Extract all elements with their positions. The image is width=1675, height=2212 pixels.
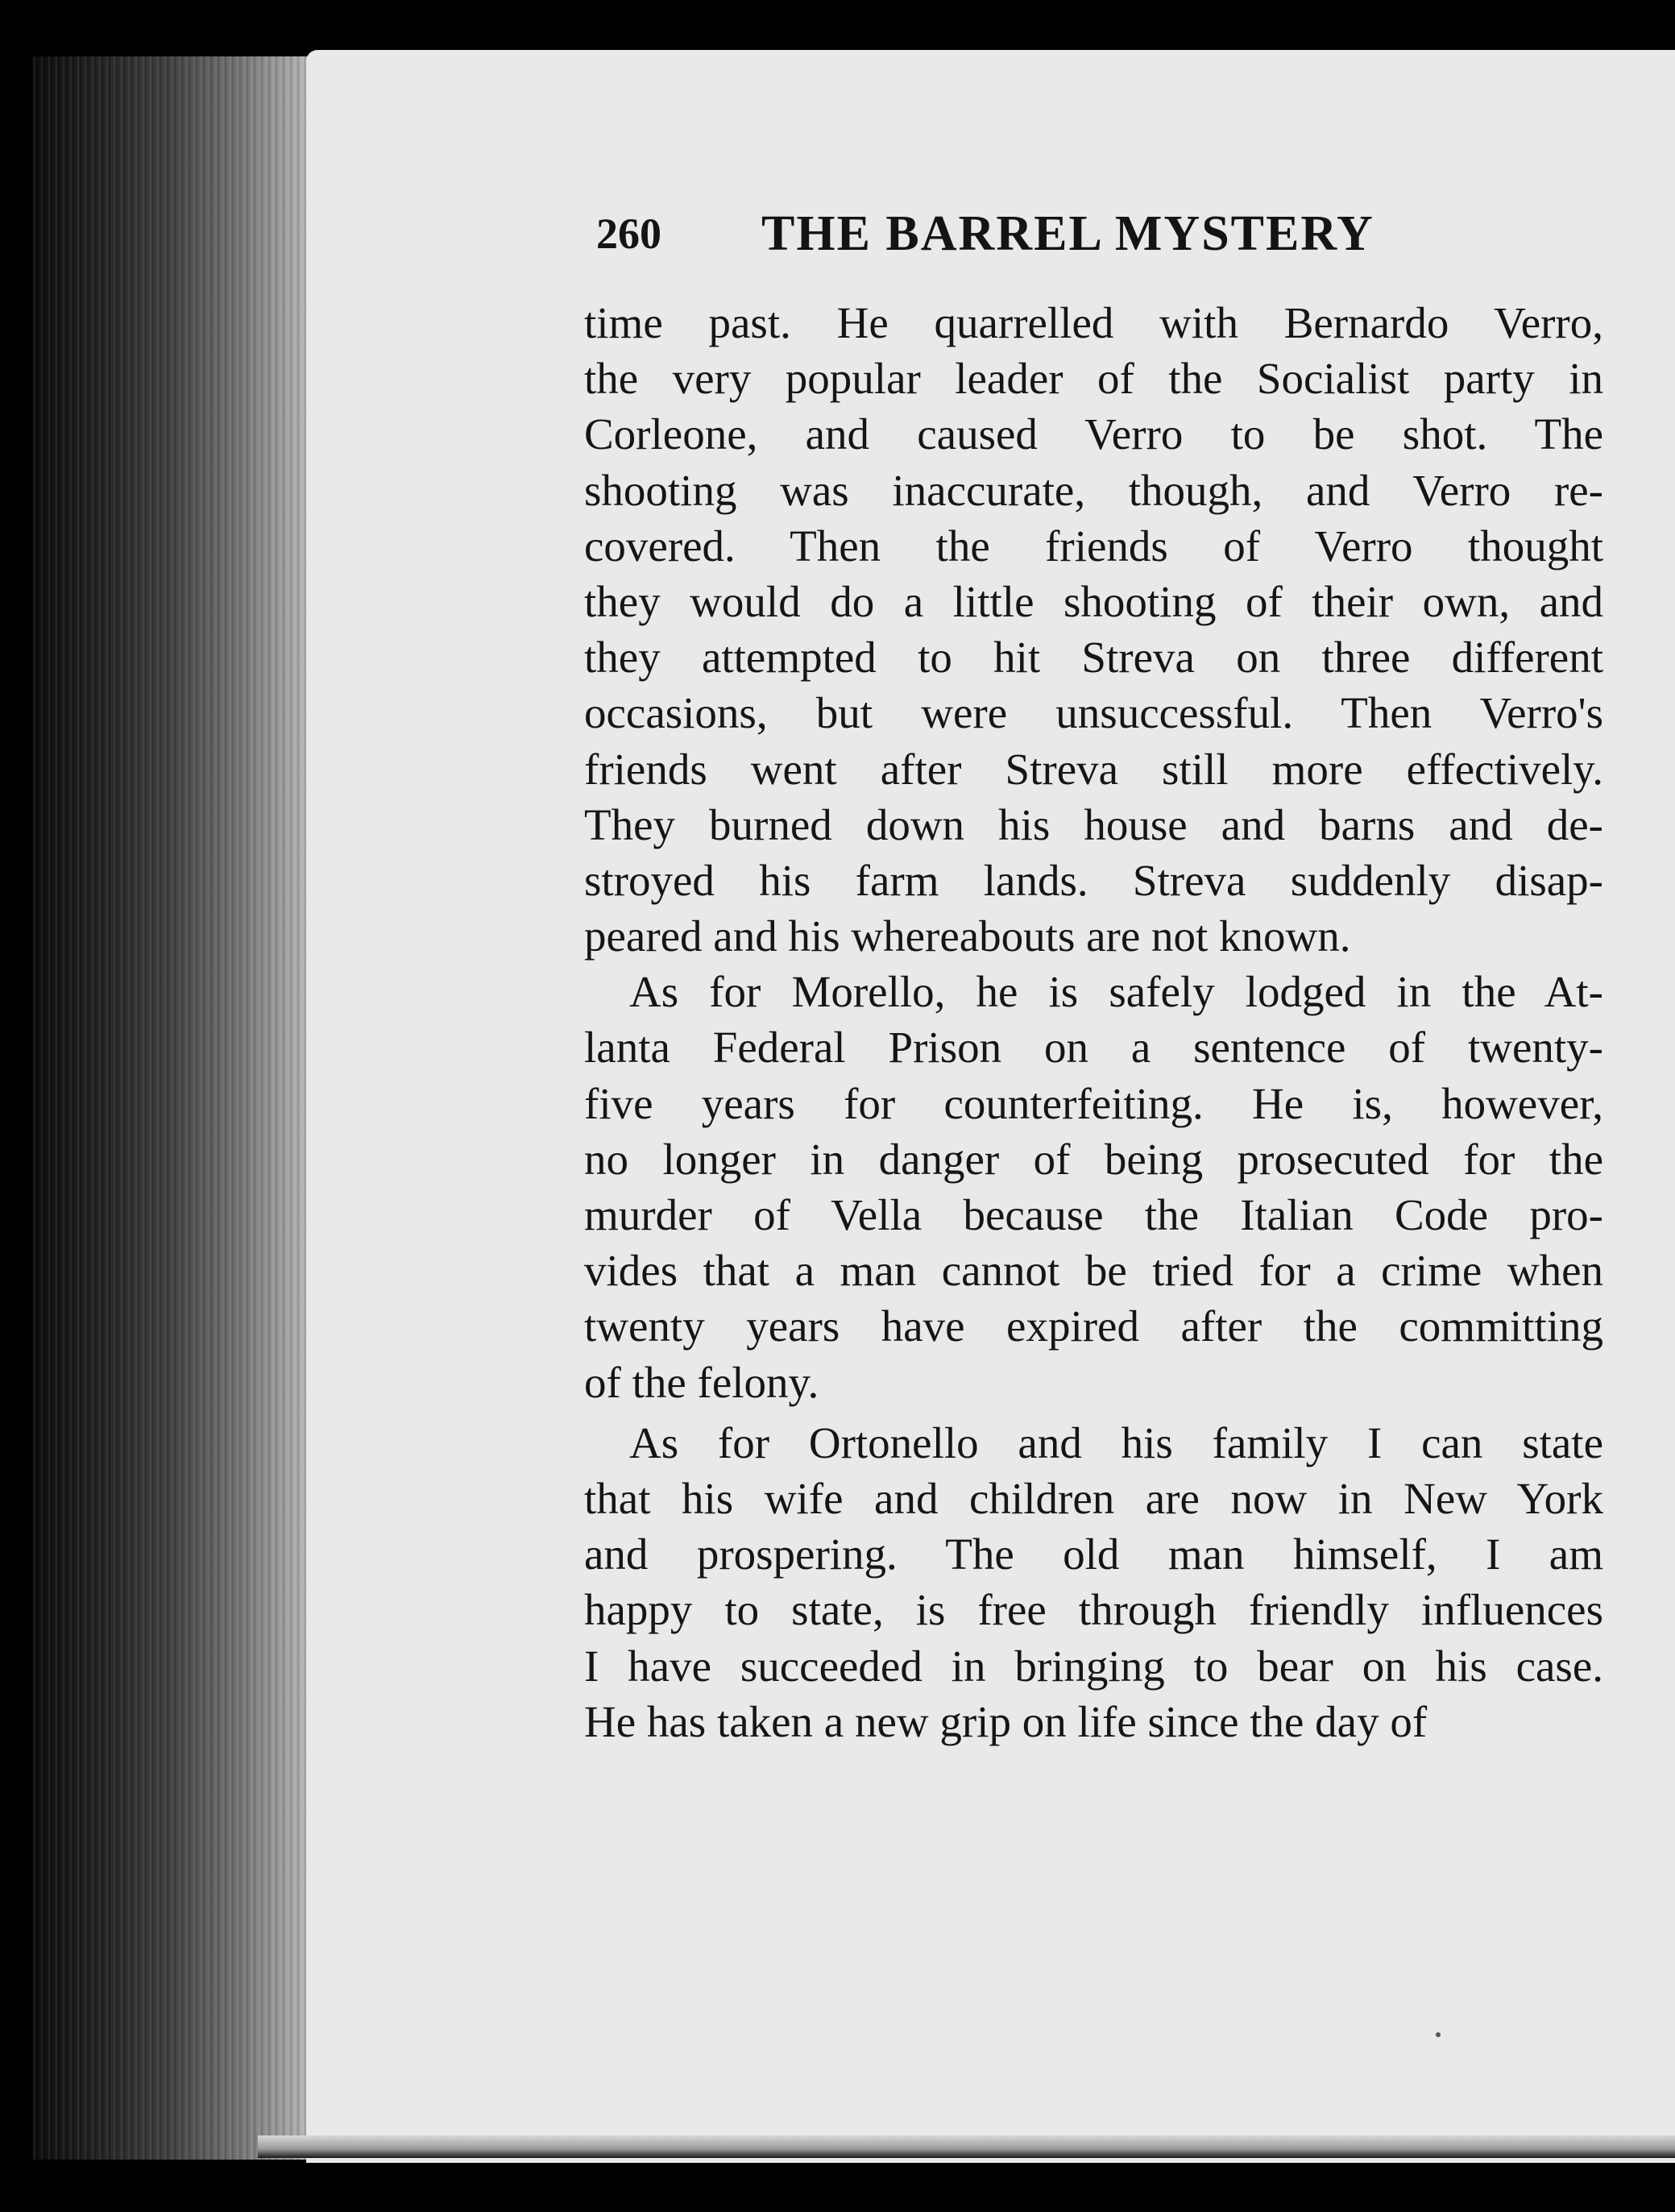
text-line: peared and his whereabouts are not known. [584, 911, 1351, 961]
text-line: shooting was inaccurate, though, and Verro re- [584, 465, 1603, 515]
text-line: murder of Vella because the Italian Code pro- [584, 1190, 1603, 1239]
text-line: they would do a little shooting of their own, and [584, 576, 1603, 626]
text-line: occasions, but were unsuccessful. Then Verro's [584, 688, 1603, 738]
text-line: of the felony. [584, 1357, 819, 1407]
text-line: friends went after Streva still more effectively. [584, 744, 1603, 794]
page-bottom-edge [258, 2135, 1675, 2158]
text-line: Corleone, and caused Verro to be shot. The [584, 409, 1603, 459]
text-line: they attempted to hit Streva on three different [584, 633, 1603, 683]
text-line: He has taken a new grip on life since the day of [584, 1696, 1428, 1746]
text-line: I have succeeded in bringing to bear on his case. [584, 1641, 1603, 1691]
text-line: no longer in danger of being prosecuted for the [584, 1134, 1603, 1184]
running-head-title: THE BARREL MYSTERY [761, 206, 1374, 261]
body-text [584, 295, 1603, 1749]
text-line: twenty years have expired after the committing [584, 1301, 1603, 1351]
text-line: happy to state, is free through friendly influences [584, 1585, 1603, 1635]
paragraph-3 [584, 1415, 1603, 1749]
text-line: vides that a man cannot be tried for a crime when [584, 1246, 1603, 1296]
text-line: stroyed his farm lands. Streva suddenly disap- [584, 855, 1603, 905]
text-line: and prospering. The old man himself, I am [584, 1529, 1603, 1579]
paragraph-2 [584, 964, 1603, 1410]
page-header [596, 205, 1450, 278]
scan-speck [184, 160, 189, 164]
text-line: lanta Federal Prison on a sentence of twenty- [584, 1023, 1603, 1073]
scan-speck [1436, 2032, 1441, 2037]
text-line: time past. He quarrelled with Bernardo Verro, [584, 298, 1603, 347]
page-number: 260 [596, 210, 661, 258]
text-line: the very popular leader of the Socialist party in [584, 354, 1603, 404]
text-line: As for Ortonello and his family I can state [629, 1417, 1603, 1467]
text-line: covered. Then the friends of Verro thought [584, 521, 1603, 571]
text-line: that his wife and children are now in New York [584, 1473, 1603, 1523]
text-line: five years for counterfeiting. He is, however, [584, 1078, 1603, 1128]
text-line: They burned down his house and barns and de- [584, 799, 1603, 849]
paragraph-1 [584, 295, 1603, 964]
text-line: As for Morello, he is safely lodged in the At- [629, 967, 1603, 1017]
